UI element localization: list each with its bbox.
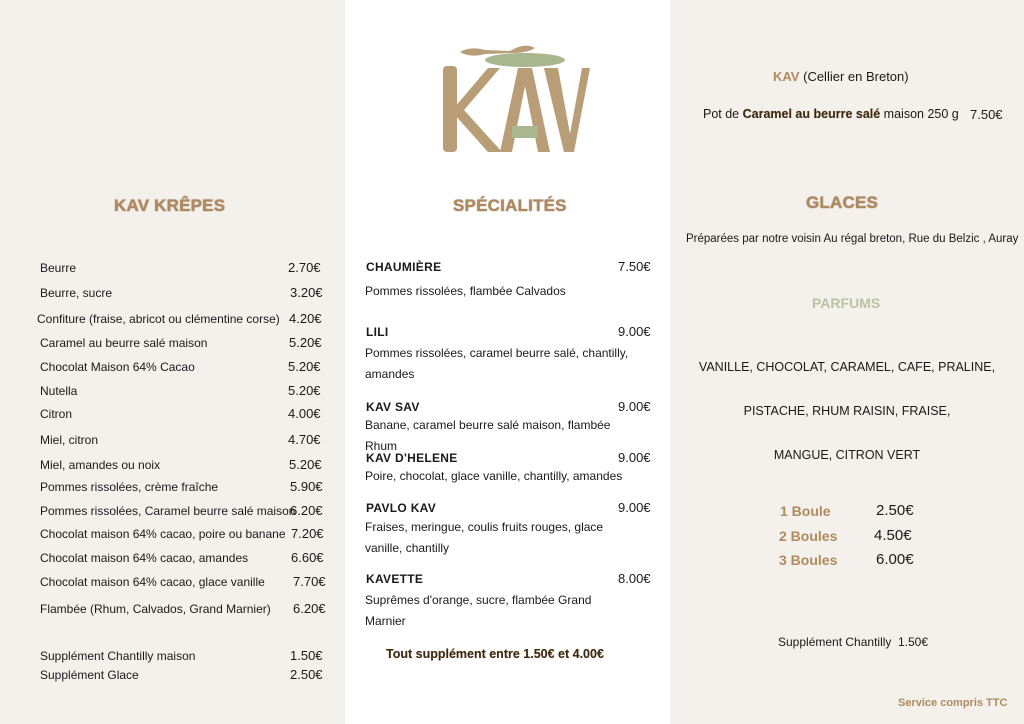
kav-label: KAV [773, 69, 800, 84]
crepe-item-name: Miel, amandes ou noix [40, 458, 161, 472]
pot-suffix: maison 250 g [880, 107, 959, 121]
crepe-item-name: Chocolat maison 64% cacao, poire ou banane [40, 527, 286, 541]
kav-store-line [773, 69, 909, 84]
specialty-price: 9.00€ [618, 324, 651, 339]
specialty-description: Suprêmes d'orange, sucre, flambée Grand Marnier [365, 593, 592, 628]
crepe-item-name: Miel, citron [40, 433, 99, 447]
scoop-price: 6.00€ [876, 551, 914, 568]
crepe-item-price: 4.20€ [289, 311, 322, 326]
pot-bold: Caramel au beurre salé [742, 107, 881, 121]
specialty-name: KAV D'HELENE [366, 451, 458, 465]
chantilly-label: Supplément Chantilly [778, 635, 892, 649]
crepes-title: KAV KRÊPES [114, 196, 226, 215]
glaces-subtitle: Préparées par notre voisin Au régal breton, Rue du Belzic , Auray [686, 233, 1019, 245]
crepe-item-price: 7.20€ [291, 526, 324, 541]
specialty-description: Fraises, meringue, coulis fruits rouges, glace vanille, chantilly [365, 520, 604, 555]
crepe-item-price: 4.00€ [288, 406, 321, 421]
flavor-line: PISTACHE, RHUM RAISIN, FRAISE, [743, 404, 951, 418]
crepe-item-name: Pommes rissolées, crème fraîche [40, 480, 219, 494]
scoop-label: 2 Boules [779, 528, 838, 544]
pot-prefix: Pot de [703, 107, 743, 121]
supplement-price: 1.50€ [290, 648, 323, 663]
crepe-item-price: 4.70€ [288, 432, 321, 447]
kav-location: (Cellier en Breton) [803, 69, 909, 84]
scoop-label: 1 Boule [780, 503, 831, 519]
specialty-price: 7.50€ [618, 259, 651, 274]
crepe-item-price: 6.20€ [293, 601, 326, 616]
supplement-name: Supplément Glace [40, 668, 139, 682]
scoop-label: 3 Boules [779, 552, 838, 568]
specialty-name: CHAUMIÈRE [366, 260, 442, 274]
specialty-description: Banane, caramel beurre salé maison, flambée Rhum [365, 418, 611, 453]
crepe-item-name: Caramel au beurre salé maison [40, 336, 208, 350]
specialties-title: SPÉCIALITÉS [453, 196, 567, 215]
chantilly-price: 1.50€ [898, 635, 929, 649]
crepe-item-name: Citron [40, 407, 73, 421]
crepe-item-name: Chocolat maison 64% cacao, glace vanille [40, 575, 265, 589]
specialty-price: 9.00€ [618, 500, 651, 515]
parfums-title: PARFUMS [812, 295, 881, 311]
glaces-title: GLACES [806, 193, 879, 212]
crepe-item-price: 7.70€ [293, 574, 326, 589]
crepe-item-name: Pommes rissolées, Caramel beurre salé maison [40, 504, 296, 518]
pot-price: 7.50€ [970, 107, 1003, 122]
caramel-pot-line [703, 107, 959, 121]
specialties-panel [345, 0, 670, 724]
crepe-item-name: Chocolat maison 64% cacao, amandes [40, 551, 249, 565]
crepe-item-name: Beurre [40, 261, 77, 275]
ice-cream-panel [670, 0, 1024, 724]
specialty-name: PAVLO KAV [366, 501, 437, 515]
crepes-panel [0, 0, 345, 724]
supplement-price: 2.50€ [290, 667, 323, 682]
crepe-item-name: Beurre, sucre [40, 286, 113, 300]
specialty-description: Pommes rissolées, caramel beurre salé, chantilly, amandes [365, 346, 629, 381]
crepe-item-price: 3.20€ [290, 285, 323, 300]
crepe-item-name: Chocolat Maison 64% Cacao [40, 360, 195, 374]
specialty-price: 9.00€ [618, 450, 651, 465]
crepe-item-price: 6.20€ [290, 503, 323, 518]
kav-logo [440, 38, 590, 158]
crepe-item-price: 5.20€ [289, 457, 322, 472]
specialty-name: KAV SAV [366, 400, 420, 414]
crepe-item-price: 5.90€ [290, 479, 323, 494]
flavor-line: MANGUE, CITRON VERT [773, 448, 921, 462]
specialty-price: 8.00€ [618, 571, 651, 586]
kav-logo-image [440, 38, 590, 158]
scoop-price: 2.50€ [876, 502, 914, 519]
crepe-item-price: 2.70€ [288, 260, 321, 275]
specialty-description: Pommes rissolées, flambée Calvados [365, 284, 566, 298]
scoop-price: 4.50€ [874, 527, 912, 544]
supplement-note: Tout supplément entre 1.50€ et 4.00€ [386, 647, 604, 661]
crepe-item-price: 6.60€ [291, 550, 324, 565]
flavor-line: VANILLE, CHOCOLAT, CARAMEL, CAFE, PRALINE, [698, 360, 996, 374]
crepe-item-price: 5.20€ [288, 359, 321, 374]
crepe-item-price: 5.20€ [289, 335, 322, 350]
specialty-description: Poire, chocolat, glace vanille, chantilly, amandes [365, 469, 623, 483]
supplement-name: Supplément Chantilly maison [40, 649, 196, 663]
crepe-item-name: Nutella [40, 384, 78, 398]
crepe-item-name: Flambée (Rhum, Calvados, Grand Marnier) [40, 602, 271, 616]
specialty-price: 9.00€ [618, 399, 651, 414]
crepe-item-name: Confiture (fraise, abricot ou clémentine corse) [37, 312, 280, 326]
specialty-name: LILI [366, 325, 389, 339]
crepe-item-price: 5.20€ [288, 383, 321, 398]
service-note: Service compris TTC [898, 697, 1008, 709]
specialty-name: KAVETTE [366, 572, 424, 586]
